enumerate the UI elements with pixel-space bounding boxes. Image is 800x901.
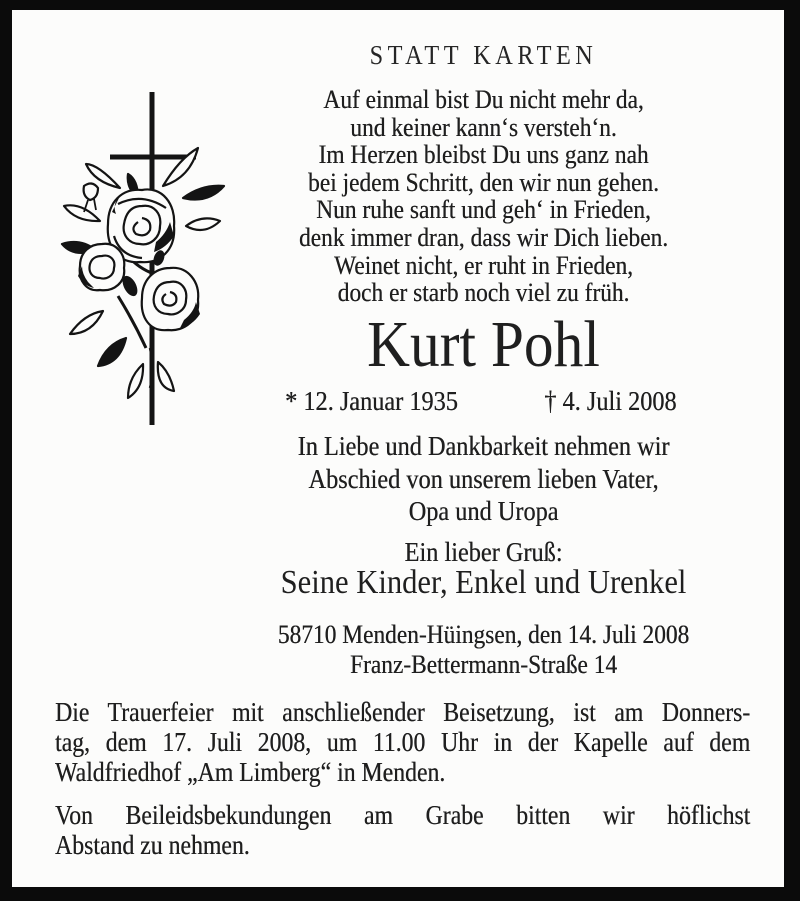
funeral-info-paragraph bbox=[55, 697, 750, 787]
poem-line: Auf einmal bist Du nicht mehr da, bbox=[323, 85, 644, 114]
deceased-name: Kurt Pohl bbox=[367, 308, 600, 381]
farewell-line: Abschied von unserem lieben Vater, bbox=[308, 463, 659, 494]
memorial-poem bbox=[251, 86, 716, 307]
funeral-line: Die Trauerfeier mit anschließender Beisetzung, ist am Donners- bbox=[55, 697, 751, 727]
poem-line: und keiner kann‘s versteh‘n. bbox=[350, 112, 617, 142]
birth-date: * 12. Januar 1935 bbox=[285, 386, 458, 416]
death-date: † 4. Juli 2008 bbox=[544, 386, 677, 416]
address-line: Franz-Bettermann-Straße 14 bbox=[349, 650, 618, 679]
poem-line: Weinet nicht, er ruht in Frieden, bbox=[334, 250, 633, 280]
address-line: 58710 Menden-Hüingsen, den 14. Juli 2008 bbox=[277, 620, 690, 649]
funeral-line: Waldfriedhof „Am Limberg“ in Menden. bbox=[55, 757, 446, 787]
poem-line: bei jedem Schritt, den wir nun gehen. bbox=[308, 167, 659, 197]
farewell-line: In Liebe und Dankbarkeit nehmen wir bbox=[297, 431, 670, 461]
condolence-line: Abstand zu nehmen. bbox=[55, 830, 250, 860]
farewell-line: Opa und Uropa bbox=[408, 496, 559, 526]
greeting-line: Ein lieber Gruß: bbox=[404, 537, 563, 567]
address-block bbox=[251, 620, 716, 680]
family-signature: Seine Kinder, Enkel und Urenkel bbox=[280, 564, 687, 601]
poem-line: Nun ruhe sanft und geh‘ in Frieden, bbox=[316, 195, 651, 225]
life-dates bbox=[251, 386, 716, 417]
poem-line: doch er starb noch viel zu früh. bbox=[337, 278, 630, 308]
obituary-card bbox=[12, 10, 784, 887]
rose-bouquet-icon bbox=[62, 148, 224, 398]
condolence-line: Von Beileidsbekundungen am Grabe bitten wir höflichst bbox=[55, 800, 751, 830]
kicker-statt-karten: STATT KARTEN bbox=[369, 40, 598, 70]
poem-line: denk immer dran, dass wir Dich lieben. bbox=[298, 222, 669, 252]
poem-line: Im Herzen bleibst Du uns ganz nah bbox=[318, 140, 649, 170]
funeral-line: tag, dem 17. Juli 2008, um 11.00 Uhr in der Kapelle auf dem bbox=[55, 727, 751, 757]
cross-and-roses-illustration bbox=[58, 86, 230, 436]
condolence-request-paragraph bbox=[55, 800, 750, 860]
farewell-text bbox=[251, 430, 716, 528]
